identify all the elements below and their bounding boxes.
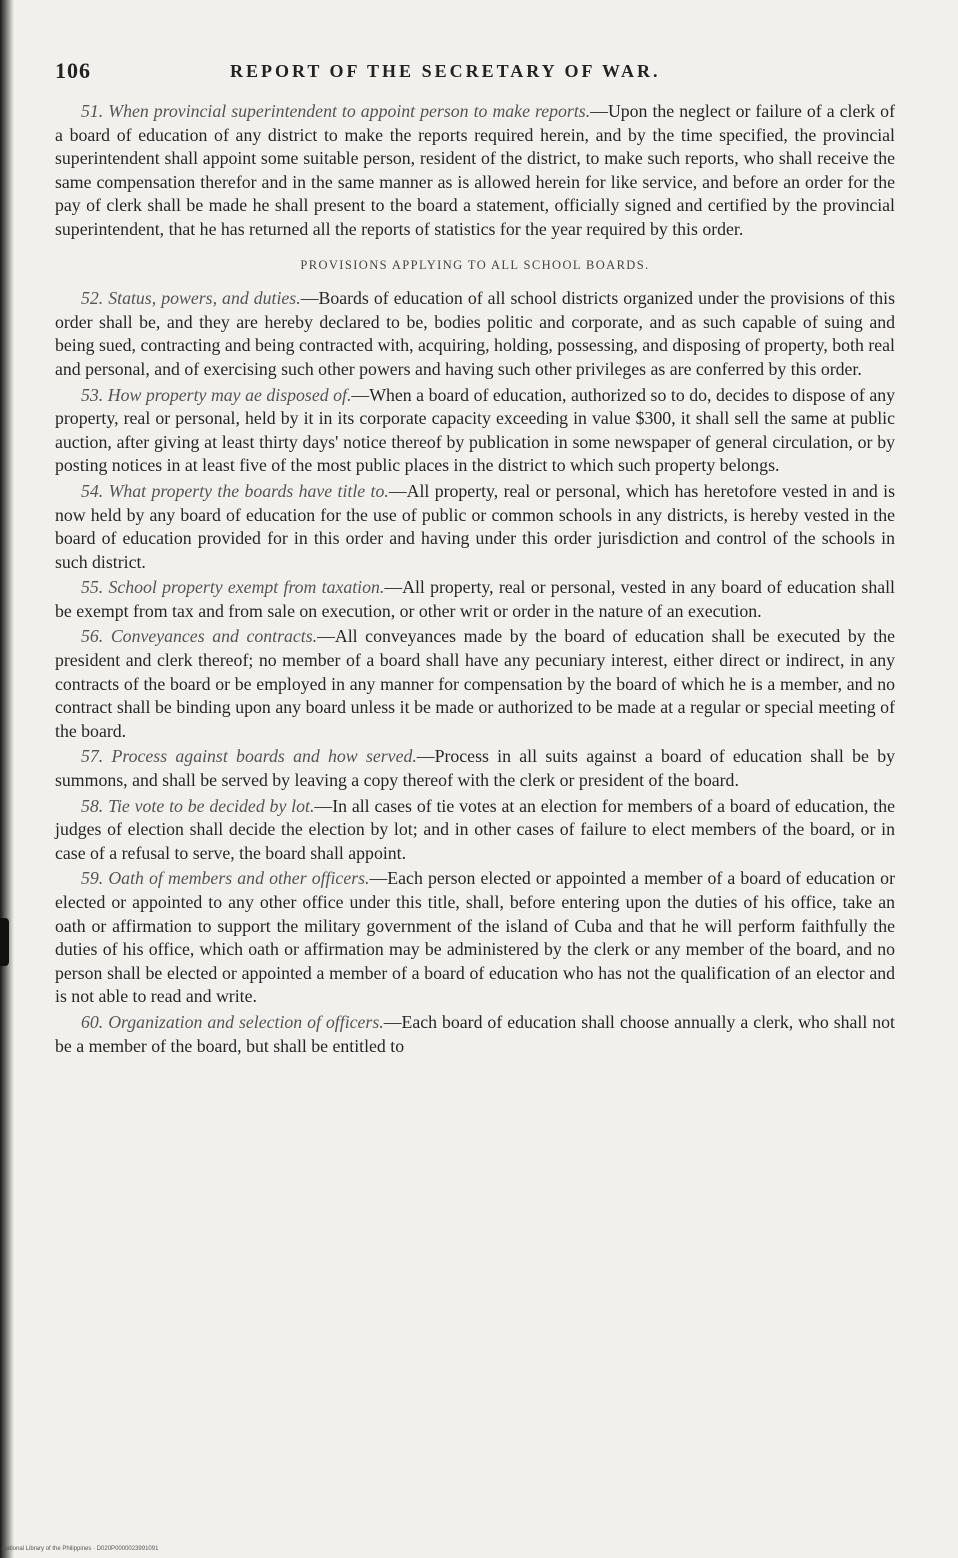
section-paragraph	[55, 867, 895, 1009]
section-text: —All conveyances made by the board of education shall be executed by the president and clerk thereof; no member of a board shall have any pecuniary interest, either direct or indirect, in any contracts of the board or be employed in any manner for compensation by the board of which he is a member, and no contract shall be binding upon any board unless it be made or authorized to be made at a regular or special meeting of the board.	[55, 626, 895, 741]
page-gutter-shadow	[0, 0, 14, 1558]
section-text: —In all cases of tie votes at an election for members of a board of education, the judges of election shall decide the election by lot; and in other cases of failure to elect members of the board, or in case of a refusal to serve, the board shall appoint.	[55, 795, 896, 863]
section-paragraph	[55, 625, 895, 743]
section-title: 59. Oath of members and other officers.	[81, 868, 370, 889]
section-paragraph	[55, 480, 895, 574]
section-title: 57. Process against boards and how served.	[81, 746, 417, 767]
section-text: —When a board of education, authorized so to do, decides to dispose of any property, real or personal, held by it in its corporate capacity exceeding in value $300, it shall sell the same at public auction, after giving at least thirty days' notice thereof by publication in some newspaper of general circulation, or by posting notices in at least five of the most public places in the district to which such property belongs.	[55, 384, 896, 476]
binding-mark	[0, 918, 9, 966]
scan-footer: National Library of the Philippines · D020P0000023991091	[2, 1546, 159, 1552]
page-header	[55, 58, 915, 88]
section-title: 54. What property the boards have title to.	[81, 480, 389, 501]
section-paragraph	[55, 745, 895, 792]
section-text: —Each board of education shall choose annually a clerk, who shall not be a member of the board, but shall be entitled to	[55, 1011, 895, 1056]
running-head: REPORT OF THE SECRETARY OF WAR.	[230, 61, 661, 81]
section-title: 52. Status, powers, and duties.	[81, 288, 301, 309]
section-text: —All property, real or personal, which has heretofore vested in and is now held by any board of education for the use of public or common schools in any districts, is hereby vested in the board of education provided for in this order and having under this order jurisdiction and control of the schools in such district.	[55, 480, 895, 572]
section-text: —Upon the neglect or failure of a clerk of a board of education of any district to make the reports required herein, and by the time specified, the provincial superintendent shall appoint some suitable person, resident of the district, to make such reports, who shall receive the same compensation therefor and in the same manner as is allowed herein for like service, and before an order for the pay of clerk shall be made he shall present to the board a statement, officially signed and certified by the provincial superintendent, that he has returned all the reports of statistics for the year required by this order.	[55, 101, 895, 239]
section-title: 53. How property may ae disposed of.	[81, 384, 352, 405]
section-paragraph	[55, 1011, 895, 1058]
section-text: —All property, real or personal, vested in any board of education shall be exempt from tax and from sale on execution, or other writ or order in the nature of an execution.	[55, 577, 895, 621]
subheading: PROVISIONS APPLYING TO ALL SCHOOL BOARDS.	[300, 257, 650, 272]
section-title: 58. Tie vote to be decided by lot.	[81, 795, 315, 816]
section-title: 51. When provincial superintendent to appoint person to make reports.	[81, 101, 591, 121]
section-paragraph	[55, 576, 895, 623]
section-title: 60. Organization and selection of officers.	[81, 1011, 384, 1032]
section-paragraph	[55, 384, 895, 478]
section-text: —Process in all suits against a board of education shall be by summons, and shall be served by leaving a copy thereof with the clerk or president of the board.	[55, 746, 895, 791]
section-text: —Boards of education of all school districts organized under the provisions of this order shall be, and they are hereby declared to be, bodies politic and corporate, and as such capable of suing and being sued, contracting and being contracted with, acquiring, holding, possessing, and disposing of property, both real and personal, and of exercising such other powers and having such other privileges as are conferred by this order.	[55, 288, 895, 379]
section-title: 56. Conveyances and contracts.	[81, 626, 318, 647]
section-title: 55. School property exempt from taxation.	[81, 577, 385, 598]
page-number: 106	[55, 58, 91, 83]
section-paragraph	[55, 287, 895, 381]
section-paragraph	[55, 100, 895, 242]
section-paragraph	[55, 795, 895, 866]
document-body	[55, 100, 895, 1060]
section-text: —Each person elected or appointed a member of a board of education or elected or appointed to any other office under this title, shall, before entering upon the duties of his office, take an oath or affirmation to support the military government of the island of Cuba and that he will perform faithfully the duties of his office, which oath or affirmation may be administered by the clerk or any member of the board, and no person shall be elected or appointed a member of a board of education who has not the qualification of an elector and is not able to read and write.	[55, 868, 895, 1007]
